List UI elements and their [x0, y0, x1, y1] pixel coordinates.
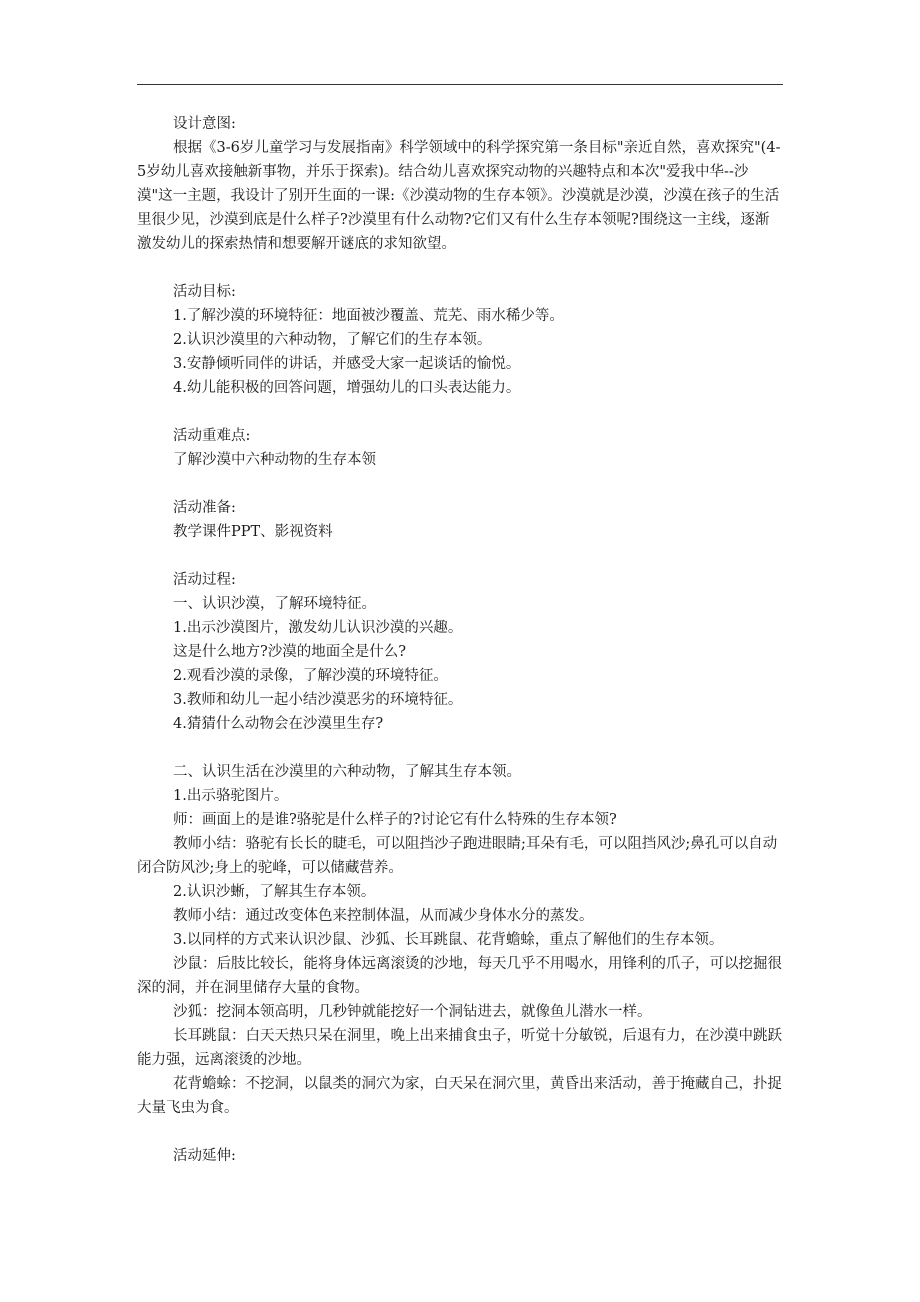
- goals-title: 活动目标:: [173, 284, 236, 300]
- goal-item: 3.安静倾听同伴的讲话，并感受大家一起谈话的愉悦。: [173, 356, 521, 372]
- process-step: 3.以同样的方式来认识沙鼠、沙狐、长耳跳鼠、花背蟾蜍，重点了解他们的生存本领。: [173, 932, 724, 948]
- animal-fox: 沙狐：挖洞本领高明，几秒钟就能挖好一个洞钻进去，就像鱼儿潜水一样。: [173, 1004, 652, 1020]
- process-title: 活动过程:: [173, 572, 236, 588]
- process-step: 1.出示骆驼图片。: [173, 788, 289, 804]
- animal-toad: 花背蟾蜍：不挖洞，以鼠类的洞穴为家，白天呆在洞穴里，黄昏出来活动，善于掩藏自己，扑捉大量飞虫为食。: [137, 1076, 782, 1116]
- key-title: 活动重难点:: [173, 428, 251, 444]
- extension-title: 活动延伸:: [173, 1148, 236, 1164]
- process-line: 1.出示沙漠图片，激发幼儿认识沙漠的兴趣。: [173, 620, 463, 636]
- process-line: 3.教师和幼儿一起小结沙漠恶劣的环境特征。: [173, 692, 463, 708]
- animal-gerbil: 沙鼠：后肢比较长，能将身体远离滚烫的沙地，每天几乎不用喝水，用锋利的爪子，可以挖掘很深的洞，并在洞里储存大量的食物。: [137, 956, 782, 996]
- process-step: 2.认识沙蜥，了解其生存本领。: [173, 884, 376, 900]
- process-line: 4.猜猜什么动物会在沙漠里生存?: [173, 716, 384, 732]
- animal-jerboa: 长耳跳鼠：白天天热只呆在洞里，晚上出来捕食虫子，听觉十分敏锐，后退有力，在沙漠中跳跃能力强，远离滚烫的沙地。: [137, 1028, 782, 1068]
- design-title: 设计意图:: [173, 116, 236, 132]
- process-line: 2.观看沙漠的录像，了解沙漠的环境特征。: [173, 668, 448, 684]
- teacher-summary: 教师小结：通过改变体色来控制体温，从而减少身体水分的蒸发。: [173, 908, 594, 924]
- key-body: 了解沙漠中六种动物的生存本领: [173, 452, 376, 468]
- goal-item: 2.认识沙漠里的六种动物，了解它们的生存本领。: [173, 332, 492, 348]
- document-body: [137, 112, 783, 1168]
- header-rule: [137, 84, 783, 85]
- design-body: 根据《3-6岁儿童学习与发展指南》科学领域中的科学探究第一条目标"亲近自然，喜欢探究"(4-5岁幼儿喜欢接触新事物，并乐于探索)。结合幼儿喜欢探究动物的兴趣特点和本次"爱我中华--沙漠"这一主题，我设计了别开生面的一课:《沙漠动物的生存本领》。沙漠就是沙漠，沙漠在孩子的生活里很少见，沙漠到底是什么样子?沙漠里有什么动物?它们又有什么生存本领呢?围绕这一主线，逐渐激发幼儿的探索热情和想要解开谜底的求知欲望。: [137, 140, 781, 252]
- prep-title: 活动准备:: [173, 500, 236, 516]
- teacher-question: 师：画面上的是谁?骆驼是什么样子的?讨论它有什么特殊的生存本领?: [173, 812, 617, 828]
- process-part1-heading: 一、认识沙漠，了解环境特征。: [173, 596, 376, 612]
- goal-item: 4.幼儿能积极的回答问题，增强幼儿的口头表达能力。: [173, 380, 521, 396]
- goal-item: 1.了解沙漠的环境特征：地面被沙覆盖、荒芜、雨水稀少等。: [173, 308, 564, 324]
- prep-body: 教学课件PPT、影视资料: [173, 524, 333, 540]
- process-line: 这是什么地方?沙漠的地面全是什么?: [173, 644, 407, 660]
- teacher-summary: 教师小结：骆驼有长长的睫毛，可以阻挡沙子跑进眼睛;耳朵有毛，可以阻挡风沙;鼻孔可以自动闭合防风沙;身上的驼峰，可以储藏营养。: [137, 836, 778, 876]
- process-part2-heading: 二、认识生活在沙漠里的六种动物，了解其生存本领。: [173, 764, 521, 780]
